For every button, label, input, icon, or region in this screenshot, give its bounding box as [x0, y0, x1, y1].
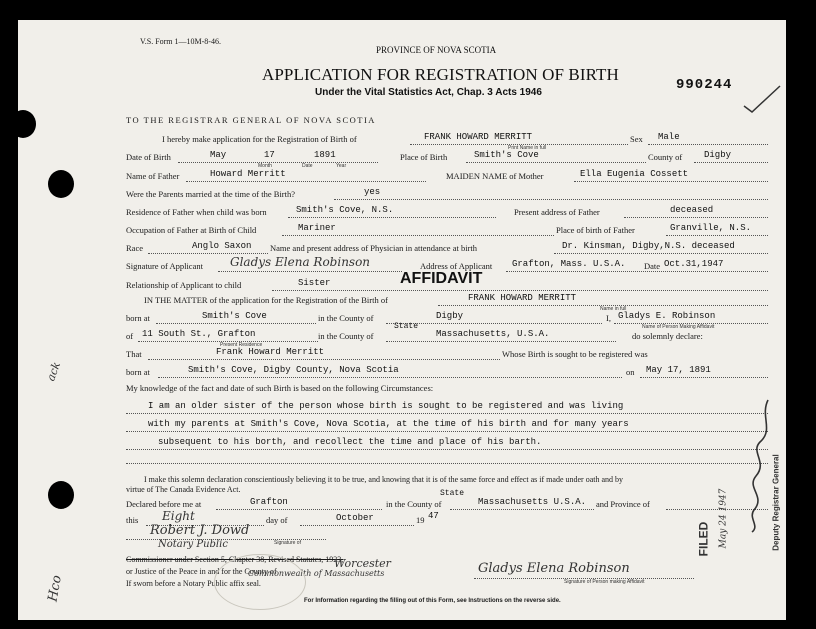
- that-name: Frank Howard Merritt: [216, 347, 325, 357]
- application-date: Oct.31,1947: [664, 259, 724, 269]
- mother-name: Ella Eugenia Cossett: [580, 169, 689, 179]
- punch-hole-middle: [48, 170, 74, 198]
- sex-value: Male: [658, 132, 680, 142]
- declaration-line-2: virtue of The Canada Evidence Act.: [126, 485, 241, 494]
- birth-county: Digby: [704, 150, 732, 160]
- applicant-signature: Gladys Elena Robinson: [230, 255, 371, 269]
- on-label: on: [626, 367, 635, 377]
- margin-note-lower: Hco: [45, 574, 65, 603]
- county-label: County of: [648, 152, 683, 162]
- this-label: this: [126, 515, 139, 525]
- matter-name: FRANK HOWARD MERRITT: [468, 293, 577, 303]
- physician-label: Name and present address of Physician in attendance at birth: [270, 243, 478, 253]
- married-value: yes: [364, 187, 381, 197]
- day-written: Eight: [162, 509, 195, 523]
- footer-note: For Information regarding the filling out of this Form, see Instructions on the reverse side.: [304, 598, 561, 604]
- signature-of-hint: Signature of: [274, 540, 301, 546]
- print-name-hint: Print Name in full: [508, 145, 547, 151]
- place-label: Place of Birth: [400, 152, 448, 162]
- sex-label: Sex: [630, 134, 643, 144]
- deponent-signature-hint: Signature of Person making Affidavit: [564, 579, 645, 585]
- birth-place: Smith's Cove: [474, 150, 539, 160]
- father-birthplace: Granville, N.S.: [670, 223, 752, 233]
- filed-date: May 24 1947: [718, 488, 729, 549]
- county-of-label: in the County of: [318, 313, 374, 323]
- province-of-label: and Province of: [596, 499, 650, 509]
- punch-hole-top: [10, 110, 36, 138]
- intro-label: I hereby make application for the Registration of Birth of: [162, 134, 357, 144]
- matter-label: IN THE MATTER of the application for the Registration of the Birth of: [144, 295, 388, 305]
- commonwealth-note: Commonwealth of Massachusetts: [248, 569, 385, 578]
- state-county-label: in the County of: [318, 331, 374, 341]
- province-heading: PROVINCE OF NOVA SCOTIA: [376, 45, 497, 55]
- that-label: That: [126, 349, 142, 359]
- addressee: TO THE REGISTRAR GENERAL OF NOVA SCOTIA: [126, 115, 376, 125]
- birth-month: May: [210, 150, 227, 160]
- whose-label: Whose Birth is sought to be registered was: [502, 349, 648, 359]
- residence-hint: Present Residence: [220, 342, 263, 348]
- justice-label: or Justice of the Peace in and for the County of: [126, 567, 277, 576]
- deputy-registrar-stamp: Deputy Registrar General: [771, 454, 781, 551]
- page-title: APPLICATION FOR REGISTRATION OF BIRTH: [262, 65, 619, 84]
- dob-label: Date of Birth: [126, 152, 171, 162]
- deponent-hint: Name of Person Making Affidavit: [642, 324, 715, 330]
- affidavit-birth-date: May 17, 1891: [646, 365, 711, 375]
- punch-hole-bottom: [48, 481, 74, 509]
- day-of-label: day of: [266, 515, 288, 525]
- applicant-address: Grafton, Mass. U.S.A.: [512, 259, 626, 269]
- serial-number: 990244: [676, 77, 733, 93]
- birth-day: 17: [264, 150, 275, 160]
- notary-seal-label: If sworn before a Notary Public affix seal.: [126, 579, 261, 588]
- declared-month: October: [336, 513, 374, 523]
- father-birthplace-label: Place of birth of Father: [556, 225, 635, 235]
- child-name: FRANK HOWARD MERRITT: [424, 132, 533, 142]
- notary-seal: [214, 554, 306, 610]
- physician-value: Dr. Kinsman, Digby,N.S. deceased: [562, 241, 735, 251]
- circumstance-line-3: subsequent to his borth, and recollect the time and place of his barth.: [158, 437, 542, 447]
- year-suffix: 47: [428, 511, 439, 521]
- i-label: I,: [606, 313, 611, 323]
- born-at-label: born at: [126, 313, 150, 323]
- applicant-address-label: Address of Applicant: [420, 261, 493, 271]
- birth-registration-form: [18, 20, 786, 620]
- solemnly-label: do solemnly declare:: [632, 331, 703, 341]
- knowledge-label: My knowledge of the fact and date of such Birth is based on the following Circumstances:: [126, 383, 434, 393]
- married-label: Were the Parents married at the time of the Birth?: [126, 189, 296, 199]
- affidavit-born-at-full: Smith's Cove, Digby County, Nova Scotia: [188, 365, 399, 375]
- birth-year: 1891: [314, 150, 336, 160]
- father-name: Howard Merritt: [210, 169, 286, 179]
- mother-label: MAIDEN NAME of Mother: [446, 171, 544, 181]
- race-label: Race: [126, 243, 143, 253]
- deponent-name: Gladys E. Robinson: [618, 311, 716, 321]
- father-label: Name of Father: [126, 171, 180, 181]
- year-prefix: 19: [416, 515, 425, 525]
- race-value: Anglo Saxon: [192, 241, 252, 251]
- circumstance-line-2: with my parents at Smith's Cove, Nova Scotia, at the time of his birth and for many years: [148, 419, 629, 429]
- year-hint: Year: [336, 163, 347, 169]
- registrar-signature-scribble: [730, 396, 780, 536]
- residence-label: Residence of Father when child was born: [126, 207, 267, 217]
- father-present-address: deceased: [670, 205, 714, 215]
- filed-stamp: FILED: [696, 521, 711, 557]
- date-hint: Date: [302, 163, 313, 169]
- state2-overwrite: State: [440, 489, 465, 498]
- date-label: Date: [644, 261, 661, 271]
- father-occupation: Mariner: [298, 223, 336, 233]
- signature-label: Signature of Applicant: [126, 261, 203, 271]
- circumstance-line-1: I am an older sister of the person whose birth is sought to be registered and was living: [148, 401, 624, 411]
- check-mark-icon: [742, 84, 782, 114]
- relationship-value: Sister: [298, 278, 331, 288]
- justice-county: Worcester: [334, 557, 391, 570]
- declaration-line-1: I make this solemn declaration conscientiously believing it to be true, and knowing that it is of the same force and effect as if made under oath and by: [144, 475, 624, 484]
- declared-state: Massachusetts U.S.A.: [478, 497, 587, 507]
- commissioner-label: Commissioner under Section 5, Chapter 38, Revised Statutes, 1923,: [126, 555, 344, 564]
- declared-label: Declared before me at: [126, 499, 202, 509]
- deponent-state: Massachusetts, U.S.A.: [436, 329, 550, 339]
- affidavit-born-at: Smith's Cove: [202, 311, 267, 321]
- deponent-residence: 11 South St., Grafton: [142, 329, 256, 339]
- declared-at: Grafton: [250, 497, 288, 507]
- present-address-label: Present address of Father: [514, 207, 600, 217]
- margin-note-upper: ack: [44, 360, 64, 383]
- father-residence: Smith's Cove, N.S.: [296, 205, 394, 215]
- form-number: V.S. Form 1—10M-8-46.: [140, 37, 221, 46]
- affidavit-heading: AFFIDAVIT: [400, 270, 483, 287]
- page-subtitle: Under the Vital Statistics Act, Chap. 3 Acts 1946: [315, 87, 542, 98]
- occupation-label: Occupation of Father at Birth of Child: [126, 225, 257, 235]
- born-at2-label: born at: [126, 367, 150, 377]
- commissioner-signature: Robert J. Dowd: [150, 523, 250, 538]
- affidavit-county: Digby: [436, 311, 464, 321]
- relationship-label: Relationship of Applicant to child: [126, 280, 242, 290]
- of-label: of: [126, 331, 134, 341]
- state-overwrite: State: [394, 322, 419, 331]
- deponent-signature: Gladys Elena Robinson: [478, 561, 630, 576]
- notary-title: Notary Public: [158, 539, 228, 550]
- county2-label: in the County of: [386, 499, 442, 509]
- name-full-hint: Name in full: [600, 306, 627, 312]
- month-hint: Month: [258, 163, 272, 169]
